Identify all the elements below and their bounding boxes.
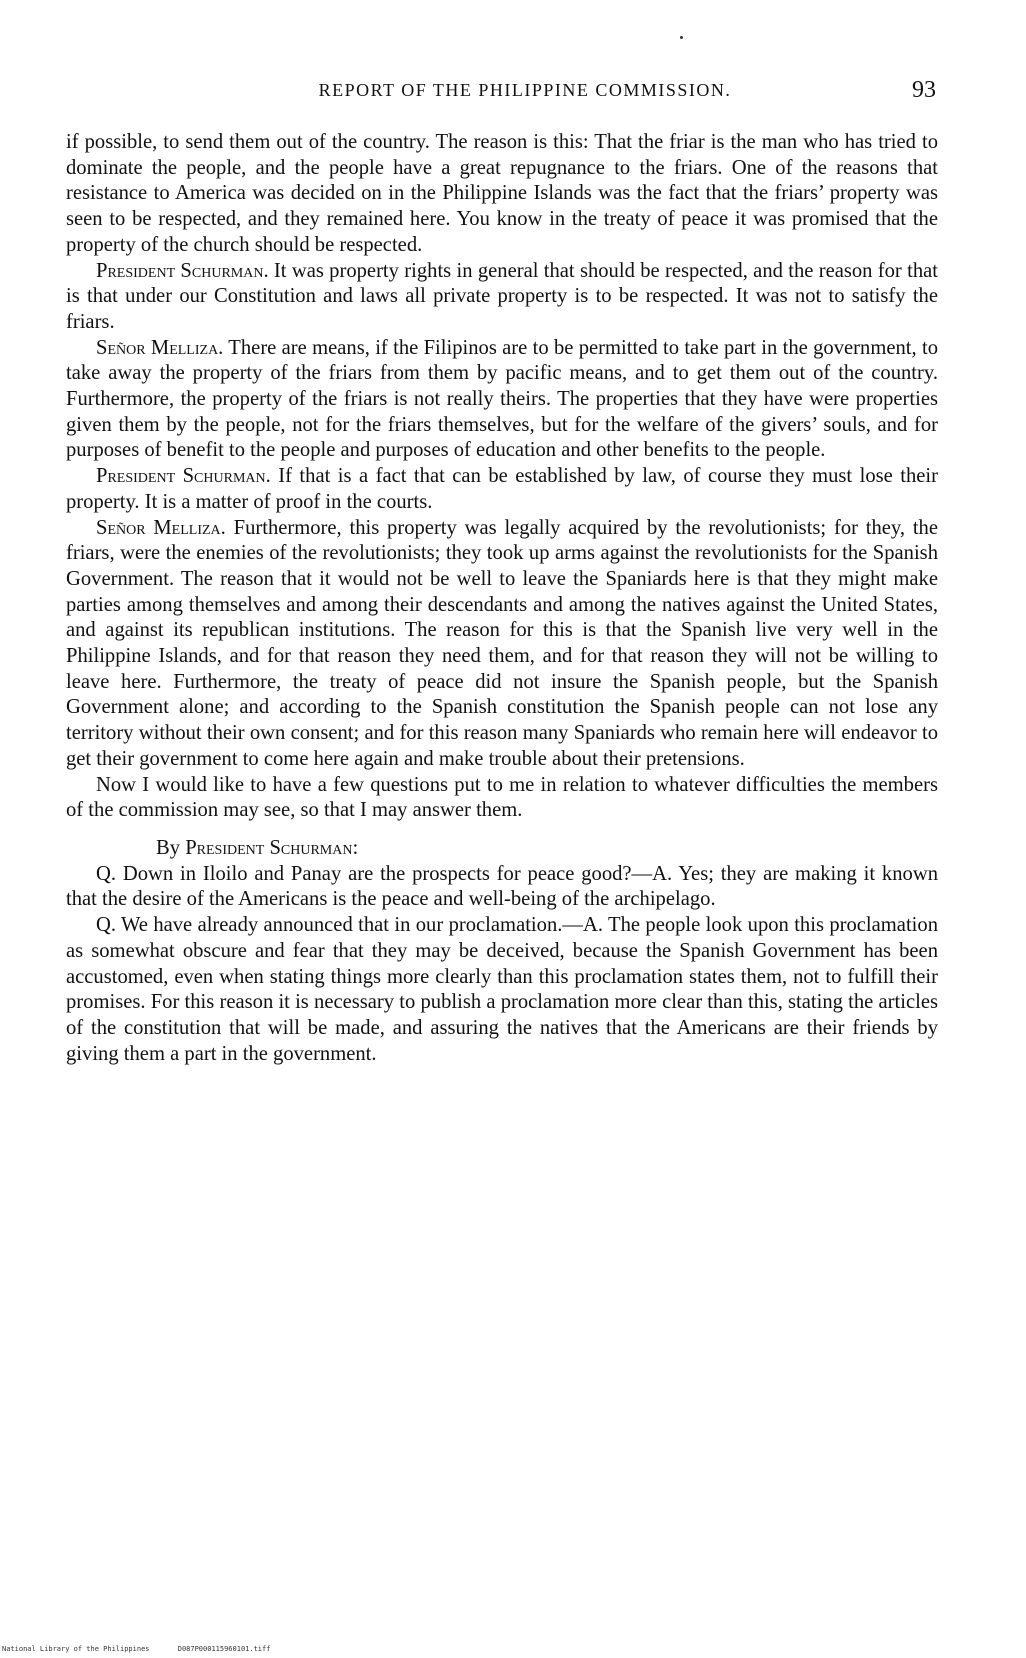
paragraph-schurman-2	[66, 464, 938, 515]
byline-prefix: By	[156, 836, 186, 859]
paragraph-melliza-1	[66, 336, 938, 465]
paragraph-text: It was property rights in general that should be respected, and the reason for that is that under our Constitution and laws all private property is to be respected. It was not to satisfy the friars.	[66, 259, 938, 333]
paragraph-text: Furthermore, this property was legally acquired by the revolutionists; for they, the friars, were the enemies of the revolutionists; they took up arms against the revolutionists for the Spanish Government. The reason that it would not be well to leave the Spaniards here is that they might make parties among themselves and among their descendants and among the natives against the United States, and against its republican institutions. The reason for this is that the Spanish live very well in the Philippine Islands, and for that reason they need them, and for that reason they will not be willing to leave here. Furthermore, the treaty of peace did not insure the Spanish people, but the Spanish Government alone; and according to the Spanish constitution the Spanish people can not lose any territory without their own consent; and for this reason many Spaniards who remain here will endeavor to get their government to come here again and make trouble about their pretensions.	[66, 516, 938, 770]
byline-speaker: President Schurman:	[185, 836, 359, 859]
speaker-name: President Schurman.	[96, 465, 271, 488]
paragraph-melliza-2	[66, 516, 938, 773]
scan-footer	[2, 1645, 294, 1653]
footer-library: National Library of the Philippines	[2, 1645, 150, 1653]
paragraph-text: There are means, if the Filipinos are to be permitted to take part in the government, to take away the property of the friars from them by pacific means, and to get them out of the country. Furthermore, the property of the friars is not really theirs. The properties that they have were properties given them by the people, not for the friars themselves, but for the welfare of the givers’ souls, and for purposes of benefit to the people and purposes of education and other benefits to the people.	[66, 336, 938, 462]
running-head	[70, 77, 936, 110]
speaker-name: Señor Melliza.	[96, 336, 224, 359]
question-answer: Q. We have already announced that in our proclamation.—A. The people look upon this proclamation as somewhat obscure and fear that they may be deceived, because the Spanish Government has been accustomed, even when stating things more clearly than this proclamation states them, not to fulfill their promises. For this reason it is necessary to publish a proclamation more clear than this, stating the articles of the constitution that will be made, and assuring the natives that the Americans are their friends by giving them a part in the government.	[66, 914, 938, 1065]
paragraph-text: Now I would like to have a few questions put to me in relation to whatever difficulties the members of the commission may see, so that I may answer them.	[66, 773, 938, 822]
running-title: REPORT OF THE PHILIPPINE COMMISSION.	[318, 80, 732, 100]
speaker-name: President Schurman.	[96, 259, 269, 282]
paragraph-melliza-3	[66, 773, 938, 824]
paragraph-continuation	[66, 130, 938, 259]
footer-file: D087P000115960101.tiff	[177, 1645, 271, 1653]
paragraph-text: If that is a fact that can be established by law, of course they must lose their property. It is a matter of proof in the courts.	[66, 465, 939, 513]
paragraph-text: if possible, to send them out of the country. The reason is this: That the friar is the man who has tried to dominate the people, and the people have a great repugnance to the friars. One of the reasons that resistance to America was decided on in the Philippine Islands was the fact that the friars’ property was seen to be respected, and they remained here. You know in the treaty of peace it was promised that the property of the church should be respected.	[66, 131, 938, 256]
page-number: 93	[912, 77, 936, 103]
question-answer: Q. Down in Iloilo and Panay are the prospects for peace good?—A. Yes; they are making it known that the desire of the Americans is the peace and well-being of the archipelago.	[66, 862, 938, 911]
speaker-name: Señor Melliza.	[96, 516, 226, 539]
body-text	[66, 130, 938, 1067]
scan-speck	[680, 36, 683, 39]
examination-byline	[66, 836, 938, 862]
paragraph-schurman-1	[66, 259, 938, 336]
